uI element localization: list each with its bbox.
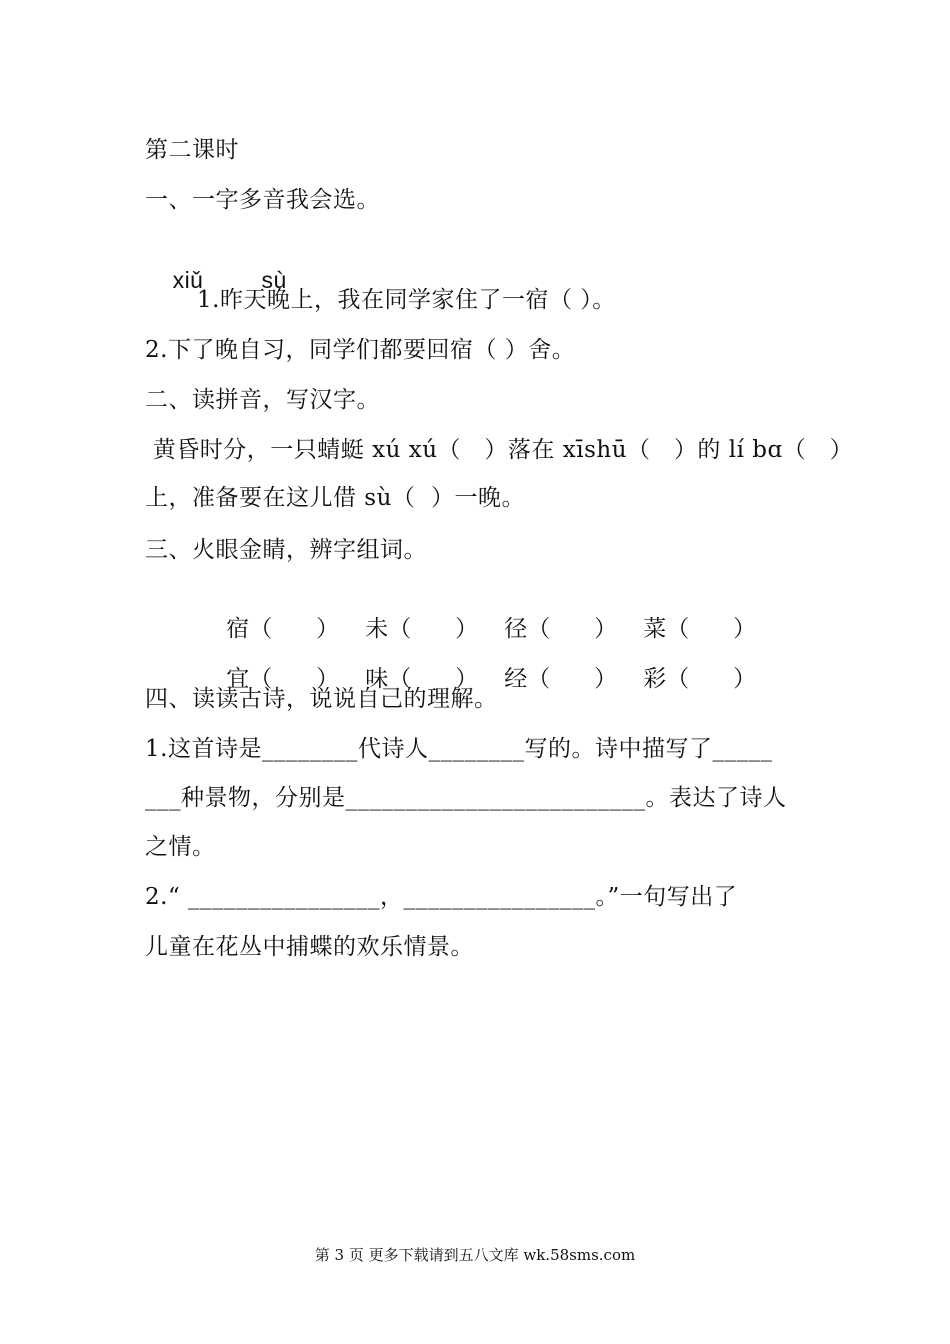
- section2-heading: 二、读拼音，写汉字。: [145, 387, 380, 413]
- word-cell: 菜（ ）: [643, 616, 757, 642]
- word-cell: 经（ ）: [504, 666, 618, 692]
- section1-question-1: 1.昨天晚上，我在同学家住了一宿（ ）。: [197, 287, 616, 313]
- section3-heading: 三、火眼金睛，辨字组词。: [145, 537, 427, 563]
- section1-heading: 一、一字多音我会选。: [145, 187, 380, 213]
- word-cell: 径（ ）: [504, 616, 618, 642]
- pinyin-option-xiu: xiǔ: [172, 267, 204, 293]
- word-cell: 宿（ ）: [226, 616, 340, 642]
- word-cell: 彩（ ）: [643, 666, 757, 692]
- lesson-title: 第二课时: [145, 137, 239, 163]
- page-footer: 第 3 页 更多下载请到五八文库 wk.58sms.com: [314, 1246, 636, 1264]
- word-cell: 味（ ）: [365, 666, 479, 692]
- word-cell: 宜（ ）: [226, 666, 340, 692]
- section4-question-1-line-3: 之情。: [145, 834, 216, 860]
- word-cell: 未（ ）: [365, 616, 479, 642]
- section4-question-1-line-1: 1.这首诗是________代诗人________写的。诗中描写了_____: [145, 736, 773, 762]
- section1-question-2: 2.下了晚自习，同学们都要回宿（ ）舍。: [145, 337, 576, 363]
- section4-question-2-line-1: 2.“ ________________，________________。”一句写出了: [145, 884, 738, 910]
- section2-line-2: 上，准备要在这儿借 sù（ ）一晚。: [145, 485, 526, 511]
- section4-question-1-line-2: ___种景物，分别是_________________________。表达了诗人: [145, 785, 787, 811]
- section2-line-1: 黄昏时分，一只蜻蜓 xú xú（ ）落在 xīshū（ ）的 lí bɑ（ ）: [145, 437, 854, 463]
- section4-question-2-line-2: 儿童在花丛中捕蝶的欢乐情景。: [145, 934, 474, 960]
- pinyin-option-su: sù: [261, 267, 287, 293]
- section4-heading: 四、读读古诗，说说自己的理解。: [145, 686, 498, 712]
